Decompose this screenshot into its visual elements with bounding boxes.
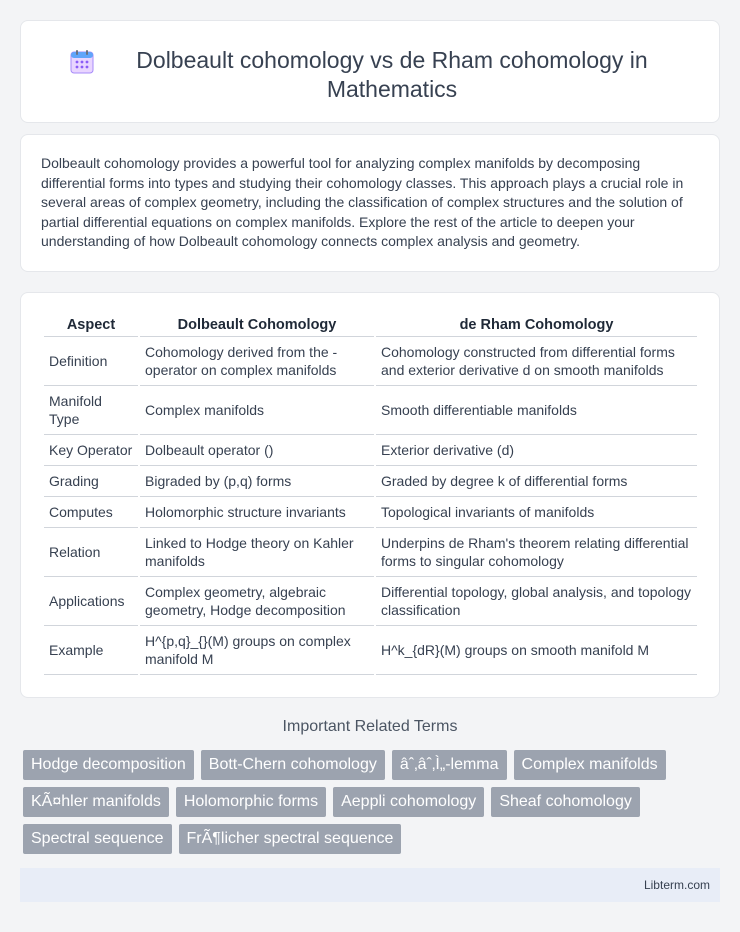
- tag-aeppli-cohomology[interactable]: Aeppli cohomology: [333, 787, 484, 817]
- row-dolbeault: Complex geometry, algebraic geometry, Hodge decomposition: [140, 577, 374, 626]
- row-dolbeault: Cohomology derived from the - operator on complex manifolds: [140, 337, 374, 386]
- tag-bott-chern-cohomology[interactable]: Bott-Chern cohomology: [201, 750, 385, 780]
- row-aspect: Key Operator: [44, 435, 138, 466]
- table-row: [44, 386, 697, 435]
- table-row: [44, 528, 697, 577]
- tag-ddbar-lemma[interactable]: âˆ‚âˆ‚Ì„-lemma: [392, 750, 507, 780]
- tag-kahler-manifolds[interactable]: KÃ¤hler manifolds: [23, 787, 169, 817]
- tag-hodge-decomposition[interactable]: Hodge decomposition: [23, 750, 194, 780]
- title-card: [20, 20, 720, 123]
- table-row: [44, 435, 697, 466]
- footer: [20, 868, 720, 902]
- row-aspect: Applications: [44, 577, 138, 626]
- row-de-rham: Cohomology constructed from differential forms and exterior derivative d on smooth manifolds: [376, 337, 697, 386]
- header-de-rham: de Rham Cohomology: [376, 313, 697, 337]
- row-de-rham: Graded by degree k of differential forms: [376, 466, 697, 497]
- row-de-rham: Underpins de Rham's theorem relating differential forms to singular cohomology: [376, 528, 697, 577]
- calendar-icon: [68, 48, 96, 76]
- footer-site-link[interactable]: Libterm.com: [643, 878, 710, 892]
- row-dolbeault: Holomorphic structure invariants: [140, 497, 374, 528]
- row-de-rham: Smooth differentiable manifolds: [376, 386, 697, 435]
- row-dolbeault: H^{p,q}_{}(M) groups on complex manifold M: [140, 626, 374, 675]
- row-aspect: Manifold Type: [44, 386, 138, 435]
- tag-complex-manifolds[interactable]: Complex manifolds: [514, 750, 666, 780]
- intro-card: [20, 134, 720, 272]
- tag-frolicher-spectral-sequence[interactable]: FrÃ¶licher spectral sequence: [179, 824, 402, 854]
- tag-holomorphic-forms[interactable]: Holomorphic forms: [176, 787, 326, 817]
- table-row: [44, 626, 697, 675]
- row-aspect: Example: [44, 626, 138, 675]
- row-de-rham: H^k_{dR}(M) groups on smooth manifold M: [376, 626, 697, 675]
- row-de-rham: Topological invariants of manifolds: [376, 497, 697, 528]
- table-row: [44, 337, 697, 386]
- page-title: Dolbeault cohomology vs de Rham cohomology in Mathematics: [136, 47, 648, 102]
- header-aspect: Aspect: [44, 313, 138, 337]
- row-de-rham: Differential topology, global analysis, and topology classification: [376, 577, 697, 626]
- table-row: [44, 497, 697, 528]
- row-dolbeault: Bigraded by (p,q) forms: [140, 466, 374, 497]
- comparison-table-card: [20, 292, 720, 698]
- row-aspect: Relation: [44, 528, 138, 577]
- row-aspect: Computes: [44, 497, 138, 528]
- intro-paragraph: Dolbeault cohomology provides a powerful tool for analyzing complex manifolds by decomposing differential forms into types and studying their cohomology classes. This approach plays a crucial role in several areas of complex geometry, including the classification of complex structures and the solution of partial differential equations on complex manifolds. Explore the rest of the article to deepen your understanding of how Dolbeault cohomology connects complex analysis and geometry.: [41, 155, 684, 250]
- header-dolbeault: Dolbeault Cohomology: [140, 313, 374, 337]
- row-aspect: Grading: [44, 466, 138, 497]
- related-terms-tags: [23, 750, 723, 861]
- row-dolbeault: Linked to Hodge theory on Kahler manifolds: [140, 528, 374, 577]
- row-de-rham: Exterior derivative (d): [376, 435, 697, 466]
- row-dolbeault: Dolbeault operator (): [140, 435, 374, 466]
- comparison-table: [42, 313, 699, 675]
- related-terms-heading: Important Related Terms: [282, 718, 458, 735]
- row-dolbeault: Complex manifolds: [140, 386, 374, 435]
- tag-sheaf-cohomology[interactable]: Sheaf cohomology: [491, 787, 640, 817]
- table-row: [44, 466, 697, 497]
- table-header-row: [44, 313, 697, 337]
- tag-spectral-sequence[interactable]: Spectral sequence: [23, 824, 172, 854]
- table-row: [44, 577, 697, 626]
- row-aspect: Definition: [44, 337, 138, 386]
